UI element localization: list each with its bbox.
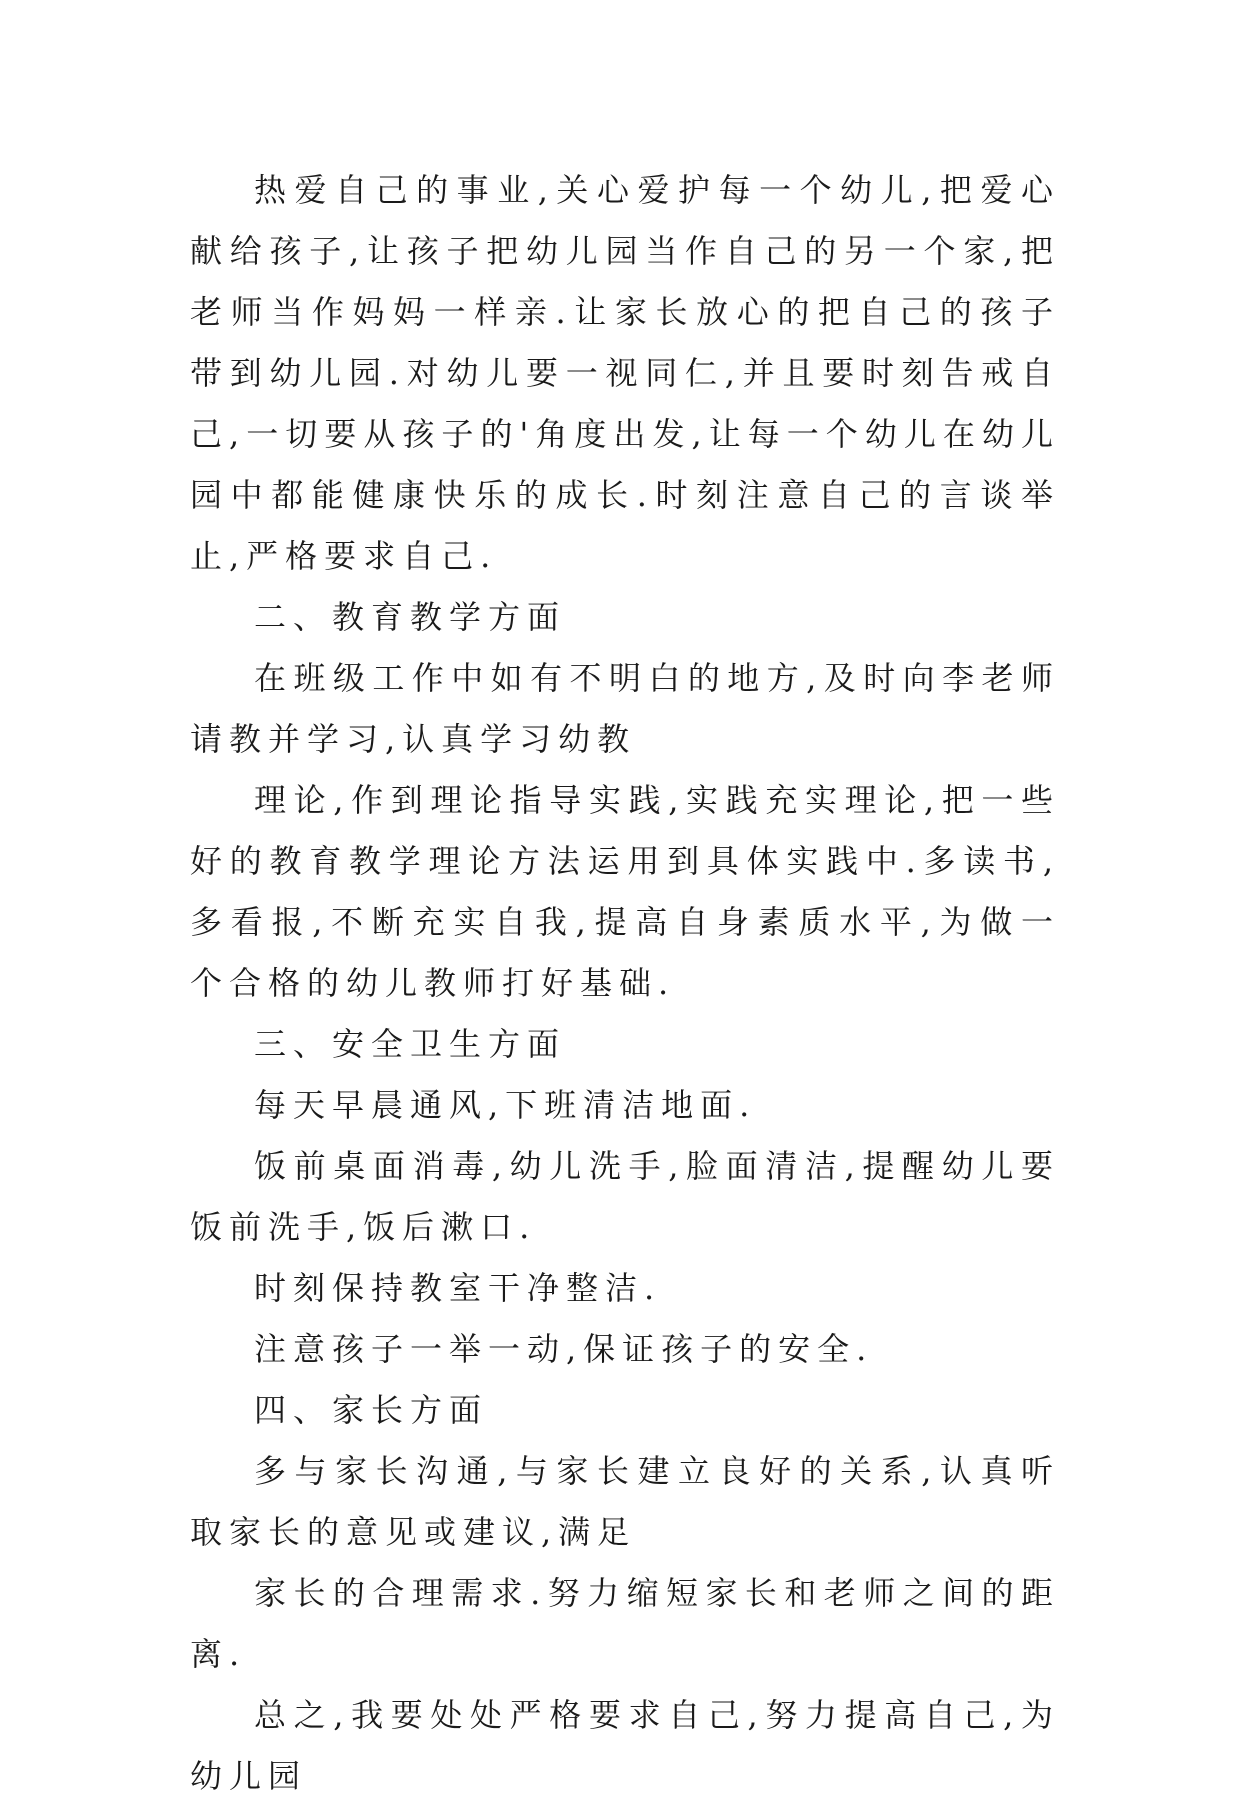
section-heading-safety: 三、安全卫生方面 xyxy=(254,1025,567,1063)
paragraph-classroom-clean: 时刻保持教室干净整洁. xyxy=(254,1269,662,1307)
paragraph-child-safety: 注意孩子一举一动,保证孩子的安全. xyxy=(254,1330,874,1368)
paragraph-conclusion: 总之,我要处处严格要求自己,努力提高自己,为幼儿园 xyxy=(190,1696,1060,1795)
paragraph-parent-needs: 家长的合理需求.努力缩短家长和老师之间的距离. xyxy=(190,1574,1060,1673)
paragraph-class-work: 在班级工作中如有不明白的地方,及时向李老师请教并学习,认真学习幼教 xyxy=(190,659,1060,758)
section-heading-teaching: 二、教育教学方面 xyxy=(254,598,567,636)
paragraph-love-career: 热爱自己的事业,关心爱护每一个幼儿,把爱心献给孩子,让孩子把幼儿园当作自己的另一个家,把老师当作妈妈一样亲.让家长放心的把自己的孩子带到幼儿园.对幼儿要一视同仁,并且要时刻告戒自己,一切要从孩子的'角度出发,让每一个幼儿在幼儿园中都能健康快乐的成长.时刻注意自己的言谈举止,严格要求自己. xyxy=(190,171,1060,575)
paragraph-parent-communication: 多与家长沟通,与家长建立良好的关系,认真听取家长的意见或建议,满足 xyxy=(190,1452,1060,1551)
paragraph-ventilation: 每天早晨通风,下班清洁地面. xyxy=(254,1086,757,1124)
paragraph-theory-practice: 理论,作到理论指导实践,实践充实理论,把一些好的教育教学理论方法运用到具体实践中.多读书,多看报,不断充实自我,提高自身素质水平,为做一个合格的幼儿教师打好基础. xyxy=(190,781,1060,1002)
document-body xyxy=(190,160,1060,1807)
paragraph-meal-hygiene: 饭前桌面消毒,幼儿洗手,脸面清洁,提醒幼儿要饭前洗手,饭后漱口. xyxy=(190,1147,1060,1246)
section-heading-parents: 四、家长方面 xyxy=(254,1391,489,1429)
